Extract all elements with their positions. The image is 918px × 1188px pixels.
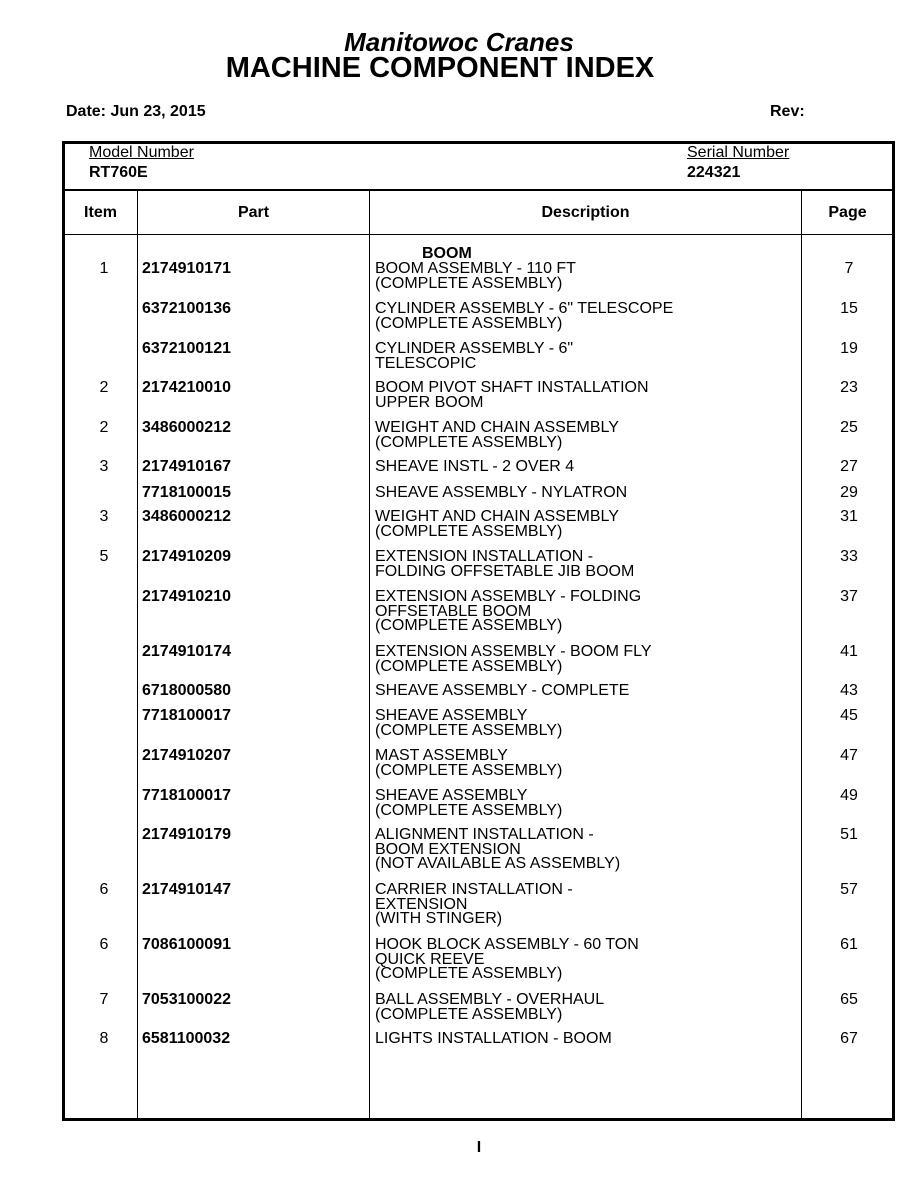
description-line: (COMPLETE ASSEMBLY) xyxy=(375,433,563,451)
description-line: WEIGHT AND CHAIN ASSEMBLY xyxy=(375,419,619,436)
page-number: I xyxy=(476,1139,482,1156)
item-cell: 5 xyxy=(99,548,109,565)
part-number-cell: 2174910147 xyxy=(142,881,231,898)
rev-label: Rev: xyxy=(770,103,805,120)
description-line: (COMPLETE ASSEMBLY) xyxy=(375,965,563,982)
page-cell: 23 xyxy=(840,379,858,396)
description-cell xyxy=(375,883,795,927)
page-cell: 65 xyxy=(840,991,858,1008)
part-number-cell: 7053100022 xyxy=(142,991,231,1008)
serial-number-block xyxy=(687,143,789,183)
description-line: UPPER BOOM xyxy=(375,393,484,411)
item-cell: 2 xyxy=(99,379,109,396)
column-divider-1 xyxy=(137,190,138,1119)
page-cell: 27 xyxy=(840,458,858,475)
part-number-cell: 7718100017 xyxy=(142,787,231,804)
part-number-cell: 3486000212 xyxy=(142,419,231,436)
description-line: (COMPLETE ASSEMBLY) xyxy=(375,657,563,675)
part-number-cell: 2174910171 xyxy=(142,260,231,277)
part-number-cell: 6718000580 xyxy=(142,682,231,699)
serial-number-value: 224321 xyxy=(687,164,741,181)
description-line: FOLDING OFFSETABLE JIB BOOM xyxy=(375,562,635,580)
column-header-part: Part xyxy=(237,204,270,221)
item-cell: 6 xyxy=(99,881,109,898)
part-number-cell: 6372100121 xyxy=(142,340,231,357)
item-cell: 3 xyxy=(99,508,109,525)
description-cell xyxy=(375,749,795,778)
description-cell xyxy=(375,302,795,331)
item-cell: 7 xyxy=(99,991,109,1008)
part-number-cell: 7086100091 xyxy=(142,936,231,953)
date-label: Date: Jun 23, 2015 xyxy=(66,103,206,120)
description-line: QUICK REEVE xyxy=(375,950,485,968)
description-line: WEIGHT AND CHAIN ASSEMBLY xyxy=(375,508,619,525)
part-number-cell: 2174210010 xyxy=(142,379,231,396)
description-line: (COMPLETE ASSEMBLY) xyxy=(375,1005,563,1023)
page-cell: 61 xyxy=(840,936,858,953)
page-cell: 19 xyxy=(840,340,858,357)
description-line: SHEAVE ASSEMBLY - COMPLETE xyxy=(375,682,630,699)
description-cell xyxy=(375,381,795,410)
description-line: BOOM ASSEMBLY - 110 FT xyxy=(375,260,576,277)
part-number-cell: 3486000212 xyxy=(142,508,231,525)
description-cell xyxy=(375,421,795,450)
page-cell: 25 xyxy=(840,419,858,436)
column-header-description: Description xyxy=(541,204,630,221)
part-number-cell: 2174910207 xyxy=(142,747,231,764)
description-cell xyxy=(375,460,795,475)
page-cell: 67 xyxy=(840,1030,858,1047)
description-cell xyxy=(375,938,795,982)
header-divider-bottom xyxy=(64,234,893,235)
model-number-block xyxy=(89,143,194,183)
description-line: EXTENSION ASSEMBLY - FOLDING xyxy=(375,588,642,605)
part-number-cell: 2174910210 xyxy=(142,588,231,605)
page-cell: 31 xyxy=(840,508,858,525)
item-cell: 2 xyxy=(99,419,109,436)
description-cell xyxy=(375,993,795,1022)
description-line: TELESCOPIC xyxy=(375,354,477,372)
description-cell xyxy=(375,828,795,872)
description-line: (COMPLETE ASSEMBLY) xyxy=(375,274,563,292)
description-line: SHEAVE INSTL - 2 OVER 4 xyxy=(375,458,575,475)
description-line: EXTENSION ASSEMBLY - BOOM FLY xyxy=(375,643,652,660)
part-number-cell: 2174910174 xyxy=(142,643,231,660)
description-line: EXTENSION xyxy=(375,895,468,913)
page-cell: 37 xyxy=(840,588,858,605)
page-cell: 33 xyxy=(840,548,858,565)
description-line: MAST ASSEMBLY xyxy=(375,747,508,764)
description-line: OFFSETABLE BOOM xyxy=(375,602,532,620)
description-line: (NOT AVAILABLE AS ASSEMBLY) xyxy=(375,855,621,872)
part-number-cell: 6581100032 xyxy=(142,1030,231,1047)
description-cell xyxy=(375,789,795,818)
description-line: BALL ASSEMBLY - OVERHAUL xyxy=(375,991,605,1008)
page-cell: 7 xyxy=(844,260,854,277)
item-cell: 3 xyxy=(99,458,109,475)
description-line: SHEAVE ASSEMBLY xyxy=(375,707,528,724)
description-cell xyxy=(375,709,795,738)
model-number-label: Model Number xyxy=(89,144,194,161)
part-number-cell: 2174910209 xyxy=(142,548,231,565)
part-number-cell: 6372100136 xyxy=(142,300,231,317)
page-cell: 47 xyxy=(840,747,858,764)
item-cell: 6 xyxy=(99,936,109,953)
model-number-value: RT760E xyxy=(89,164,148,181)
description-cell xyxy=(375,684,795,699)
serial-number-label: Serial Number xyxy=(687,144,790,161)
item-cell: 1 xyxy=(99,260,109,277)
page-cell: 49 xyxy=(840,787,858,804)
description-line: LIGHTS INSTALLATION - BOOM xyxy=(375,1030,612,1047)
description-line: (COMPLETE ASSEMBLY) xyxy=(375,801,563,819)
description-line: SHEAVE ASSEMBLY xyxy=(375,787,528,804)
description-line: (COMPLETE ASSEMBLY) xyxy=(375,617,563,634)
column-divider-3 xyxy=(801,190,802,1119)
page-cell: 41 xyxy=(840,643,858,660)
description-cell xyxy=(375,342,795,371)
page-cell: 57 xyxy=(840,881,858,898)
item-cell: 8 xyxy=(99,1030,109,1047)
page-cell: 15 xyxy=(840,300,858,317)
section-heading: BOOM xyxy=(422,245,472,262)
description-line: (COMPLETE ASSEMBLY) xyxy=(375,522,563,540)
page-cell: 45 xyxy=(840,707,858,724)
description-line: (COMPLETE ASSEMBLY) xyxy=(375,721,563,739)
column-header-item: Item xyxy=(84,204,117,221)
description-cell xyxy=(375,262,795,291)
description-line: CYLINDER ASSEMBLY - 6" xyxy=(375,340,574,357)
page-cell: 43 xyxy=(840,682,858,699)
description-line: BOOM EXTENSION xyxy=(375,840,521,858)
header-divider-top xyxy=(64,189,893,191)
part-number-cell: 7718100017 xyxy=(142,707,231,724)
description-cell xyxy=(375,645,795,674)
description-line: (COMPLETE ASSEMBLY) xyxy=(375,761,563,779)
description-cell xyxy=(375,1032,795,1047)
document-title: MACHINE COMPONENT INDEX xyxy=(225,52,655,84)
column-divider-2 xyxy=(369,190,370,1119)
description-cell xyxy=(375,486,795,501)
page-cell: 51 xyxy=(840,826,858,843)
description-line: HOOK BLOCK ASSEMBLY - 60 TON xyxy=(375,936,639,953)
description-line: (COMPLETE ASSEMBLY) xyxy=(375,314,563,332)
part-number-cell: 7718100015 xyxy=(142,484,231,501)
page-cell: 29 xyxy=(840,484,858,501)
description-line: EXTENSION INSTALLATION - xyxy=(375,548,594,565)
description-cell xyxy=(375,590,795,634)
part-number-cell: 2174910179 xyxy=(142,826,231,843)
column-header-page: Page xyxy=(828,204,867,221)
description-line: BOOM PIVOT SHAFT INSTALLATION xyxy=(375,379,649,396)
description-cell xyxy=(375,550,795,579)
company-name: Manitowoc Cranes xyxy=(344,27,574,57)
description-line: CARRIER INSTALLATION - xyxy=(375,881,573,898)
description-line: (WITH STINGER) xyxy=(375,910,503,927)
description-line: ALIGNMENT INSTALLATION - xyxy=(375,826,594,843)
description-line: CYLINDER ASSEMBLY - 6" TELESCOPE xyxy=(375,300,674,317)
description-line: SHEAVE ASSEMBLY - NYLATRON xyxy=(375,484,628,501)
description-cell xyxy=(375,510,795,539)
part-number-cell: 2174910167 xyxy=(142,458,231,475)
